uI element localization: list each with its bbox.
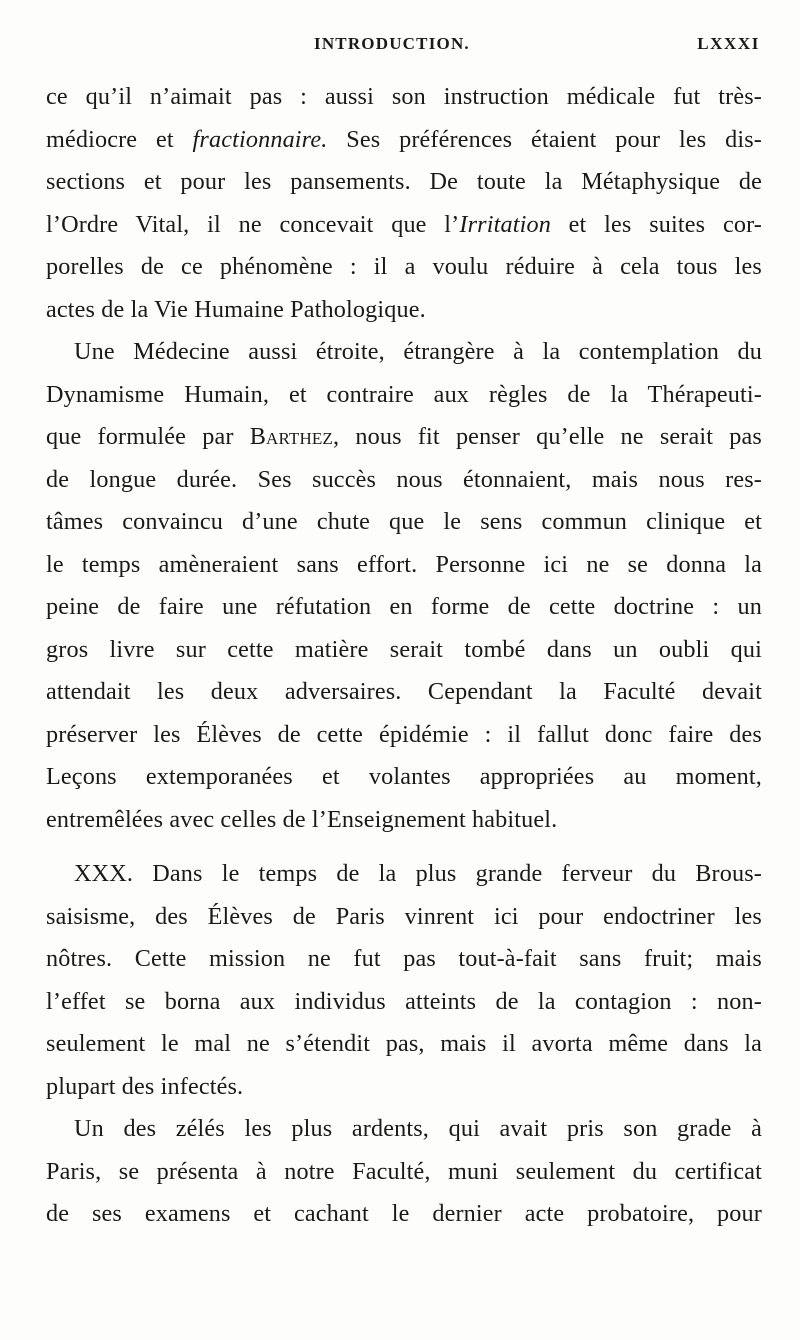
italic-term: fractionnaire. [192, 125, 328, 153]
line-text: sections et pour les pansements. De toute la Métaphysique de [46, 168, 762, 195]
text-line [46, 853, 762, 896]
text-line [46, 1108, 762, 1151]
text-line [46, 331, 762, 374]
text-line [46, 544, 762, 587]
text-line [46, 416, 762, 459]
line-text: Paris, se présenta à notre Faculté, muni seulement du certificat [46, 1157, 762, 1185]
line-text: Ses préférences étaient pour les dis- [327, 125, 762, 153]
line-text: porelles de ce phénomène : il a voulu réduire à cela tous les [46, 253, 762, 280]
text-line [46, 799, 762, 842]
line-text: saisisme, des Élèves de Paris vinrent ici pour endoctriner les [46, 902, 762, 930]
italic-term: Irritation [459, 210, 551, 238]
line-text: , nous fit penser qu’elle ne serait pas [332, 423, 762, 450]
text-line [46, 289, 762, 332]
text-line [46, 161, 762, 204]
text-line [46, 119, 762, 162]
line-text: Leçons extemporanées et volantes appropriées au moment, [46, 763, 762, 790]
line-text: de longue durée. Ses succès nous étonnaient, mais nous res- [46, 465, 762, 493]
line-text: le temps amèneraient sans effort. Personne ici ne se donna la [46, 550, 762, 578]
line-text: ce qu’il n’aimait pas : aussi son instruction médicale fut très- [46, 83, 762, 110]
text-line [46, 1151, 762, 1194]
text-line [46, 246, 762, 289]
line-text: Un des zélés les plus ardents, qui avait pris son grade à [74, 1115, 762, 1142]
line-text: attendait les deux adversaires. Cependant la Faculté devait [46, 678, 762, 705]
small-caps-name: Barthez [249, 423, 333, 450]
text-line [46, 374, 762, 417]
text-line [46, 896, 762, 939]
page-header [0, 34, 800, 58]
text-line [46, 1193, 762, 1236]
line-text: que formulée par [46, 423, 250, 450]
line-text: actes de la Vie Humaine Pathologique. [46, 295, 426, 323]
line-text: et les suites cor- [550, 210, 762, 238]
text-line [46, 981, 762, 1024]
text-line [46, 1023, 762, 1066]
text-line [46, 671, 762, 714]
line-text: tâmes convaincu d’une chute que le sens commun clinique et [46, 508, 762, 535]
text-line [46, 204, 762, 247]
text-line [46, 938, 762, 981]
section-gap [46, 841, 762, 853]
text-line [46, 756, 762, 799]
line-text: Une Médecine aussi étroite, étrangère à la contemplation du [74, 338, 762, 365]
line-text: préserver les Élèves de cette épidémie : il fallut donc faire des [46, 720, 762, 748]
line-text: entremêlées avec celles de l’Enseignement habituel. [46, 805, 558, 833]
text-line [46, 459, 762, 502]
line-text: gros livre sur cette matière serait tombé dans un oubli qui [46, 635, 762, 663]
line-text: seulement le mal ne s’étendit pas, mais il avorta même dans la [46, 1030, 762, 1057]
line-text: XXX. Dans le temps de la plus grande ferveur du Brous- [74, 860, 762, 887]
text-line [46, 586, 762, 629]
page-number: LXXXI [697, 34, 760, 53]
text-line [46, 1066, 762, 1109]
line-text: peine de faire une réfutation en forme de cette doctrine : un [46, 593, 762, 620]
line-text: médiocre et [46, 125, 193, 153]
line-text: Dynamisme Humain, et contraire aux règles de la Thérapeuti- [46, 380, 762, 408]
line-text: l’Ordre Vital, il ne concevait que l’ [46, 210, 460, 238]
line-text: l’effet se borna aux individus atteints de la contagion : non- [46, 987, 762, 1015]
text-line [46, 629, 762, 672]
text-line [46, 714, 762, 757]
line-text: nôtres. Cette mission ne fut pas tout-à-fait sans fruit; mais [46, 945, 762, 972]
line-text: de ses examens et cachant le dernier acte probatoire, pour [46, 1200, 762, 1227]
text-line [46, 76, 762, 119]
running-title: INTRODUCTION. [314, 34, 470, 53]
line-text: plupart des infectés. [46, 1072, 244, 1100]
text-line [46, 501, 762, 544]
body-text [46, 76, 762, 1236]
